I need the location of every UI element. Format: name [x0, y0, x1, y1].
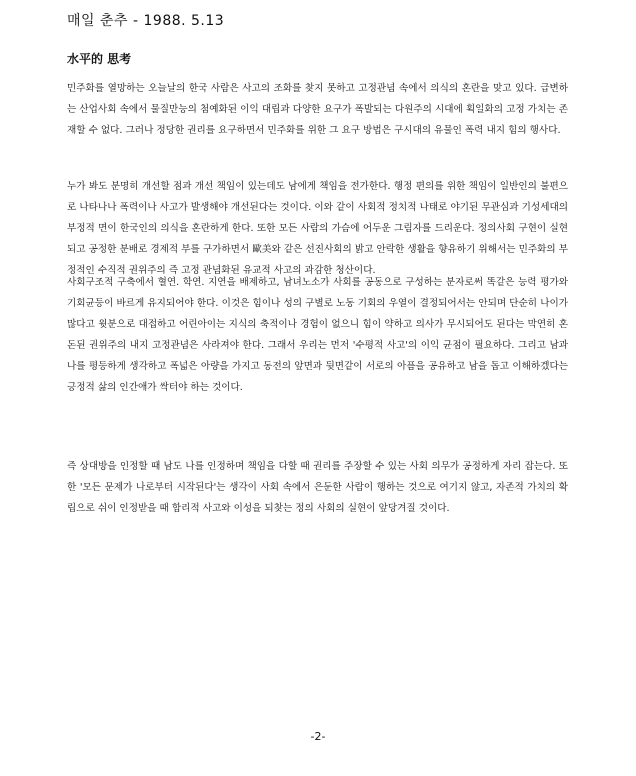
page-number: -2-: [310, 730, 326, 743]
source-header: 매일 춘추 - 1988. 5.13: [67, 13, 225, 29]
paragraph-1: 민주화를 열망하는 오늘날의 한국 사람은 사고의 조화를 찾지 못하고 고정관념 속에서 의식의 혼란을 맞고 있다. 급변하는 산업사회 속에서 물질만능의 첨예화된 이익 대립과 다양한 요구가 폭발되는 다원주의 시대에 획일화의 고정 가치는 존재할 수 없다. 그러나 정당한 권리를 요구하면서 민주화를 위한 그 요구 방법은 구시대의 유물인 폭력 내지 힘의 행사다.: [67, 83, 568, 136]
paragraph-2: 누가 봐도 분명히 개선할 점과 개선 책임이 있는데도 남에게 책임을 전가한다. 행정 편의를 위한 책임이 일반인의 불편으로 나타나나 폭력이나 사고가 발생해야 개선된다는 것이다. 이와 같이 사회적 정치적 나태로 야기된 무관심과 기성세대의 부정적 면이 한국인의 의식을 혼란하게 한다. 또한 모든 사람의 가슴에 어두운 그림자를 드리운다. 정의사회 구현이 실현되고 공정한 분배로 경제적 부를 구가하면서 歐美와 같은 선진사회의 밝고 안락한 생활을 향유하기 위해서는 민주화의 부정적인 수직적 권위주의 즉 고정 관념화된 유교적 사고의 과감한 청산이다.: [67, 181, 568, 276]
paragraph-4: 즉 상대방을 인정할 때 남도 나를 인정하며 책임을 다할 때 권리를 주장할 수 있는 사회 의무가 공정하게 자리 잡는다. 또한 '모든 문제가 나로부터 시작된다'는 생각이 사회 속에서 은둔한 사람이 행하는 것으로 여기지 않고, 자존적 가치의 확립으로 쉬이 인정받을 때 합리적 사고와 이성을 되찾는 정의 사회의 실현이 앞당겨질 것이다.: [67, 461, 568, 514]
paragraph-3: 사회구조적 구축에서 혈연. 학연. 지연을 배제하고, 남녀노소가 사회를 공동으로 구성하는 분자로써 똑같은 능력 평가와 기회균등이 바르게 유지되어야 한다. 이것은 힘이나 성의 구별로 노동 기회의 우열이 결정되어서는 안되며 단순히 나이가 많다고 윗분으로 대접하고 어린아이는 지식의 축적이나 경험이 없으니 힘이 약하고 의사가 무시되어도 된다는 막연히 혼돈된 권위주의 내지 고정관념은 사라져야 한다. 그래서 우리는 먼저 '수평적 사고'의 이익 균점이 필요하다. 그리고 남과 나를 평등하게 생각하고 폭넓은 아량을 가지고 동전의 앞면과 뒷면같이 서로의 아픔을 공유하고 남을 돕고 이해하겠다는 긍정적 삶의 인간애가 싹터야 하는 것이다.: [67, 277, 568, 393]
article-title: 水平的 思考: [67, 52, 132, 66]
